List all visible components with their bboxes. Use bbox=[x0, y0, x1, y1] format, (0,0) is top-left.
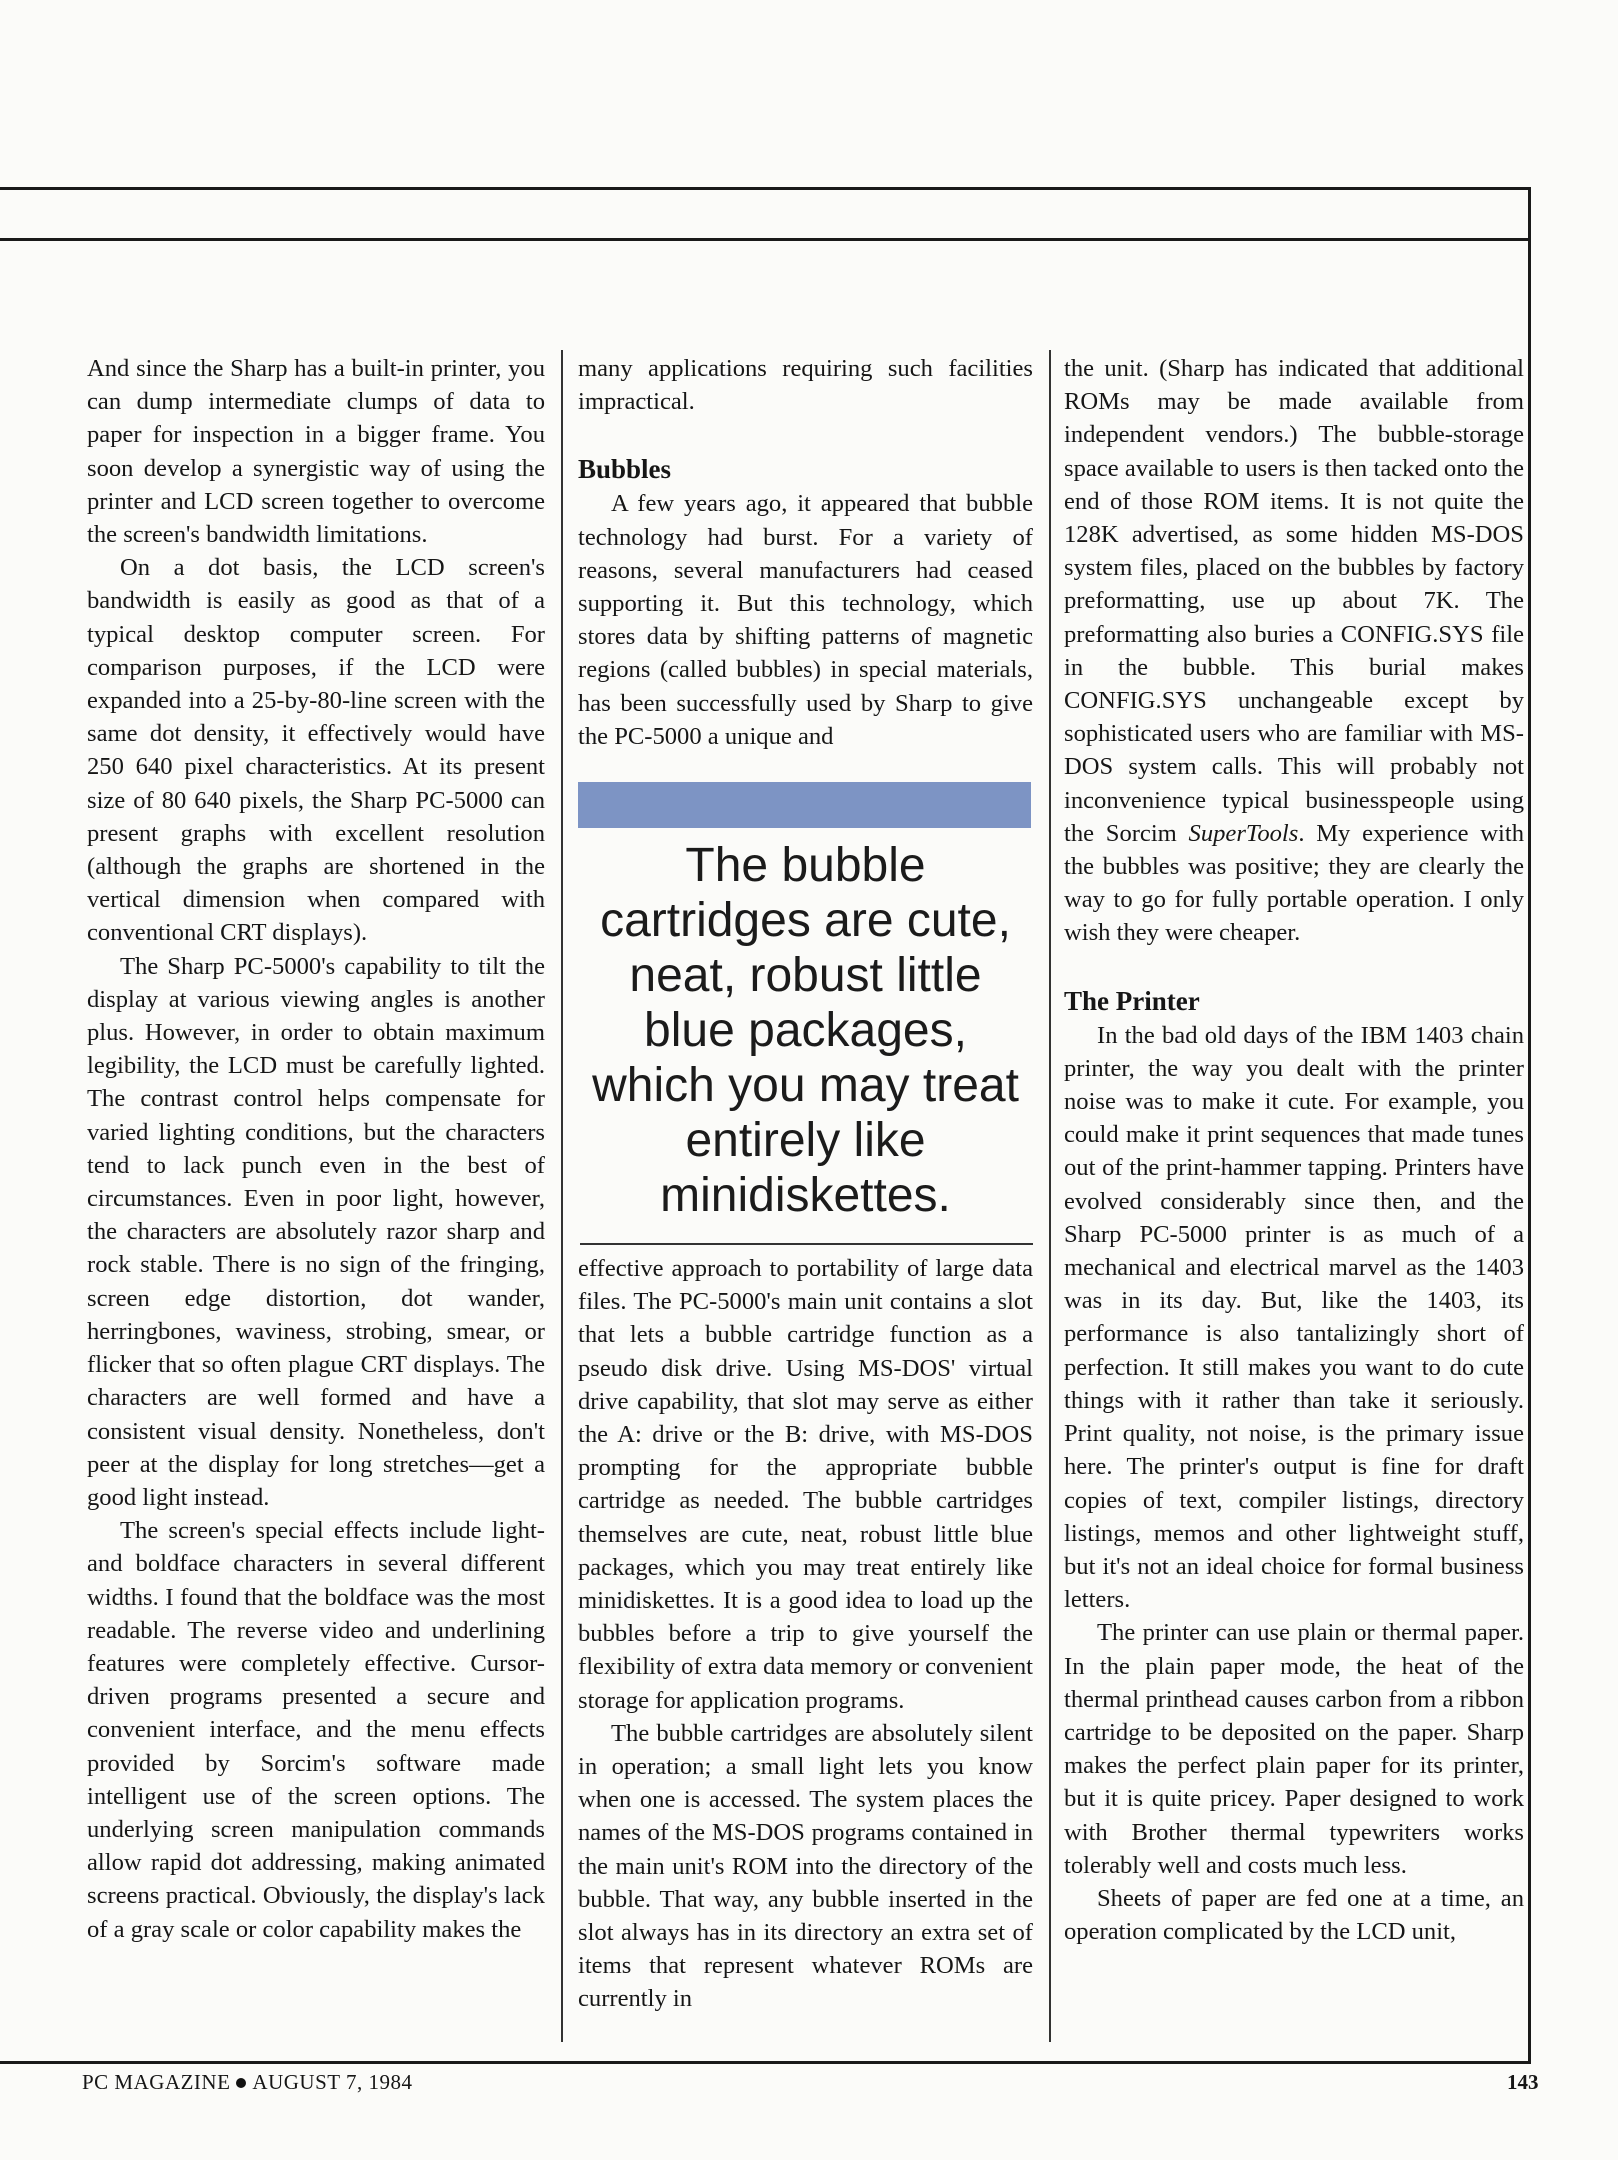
paragraph: effective approach to portability of large data files. The PC-5000's main unit contains a slot that lets a bubble cartridge function as a pseudo disk drive. Using MS-DOS' virtual drive capability, that slot may serve as either the A: drive or the B: drive, with MS-DOS prompting for the appropriate bubble cartridge as needed. The bubble cartridges themselves are cute, neat, robust little blue packages, which you may treat entirely like minidiskettes. It is a good idea to load up the bubbles before a trip to give yourself the flexibility of extra data memory or convenient storage for application programs. bbox=[578, 1255, 1033, 1714]
bullet-icon bbox=[236, 2078, 246, 2088]
pullquote-color-bar bbox=[578, 782, 1031, 828]
paragraph: many applications requiring such facilities impractical. bbox=[578, 355, 1033, 416]
page-number: 143 bbox=[1507, 2070, 1539, 2094]
article-column-3 bbox=[1064, 352, 1524, 2052]
paragraph: The Sharp PC-5000's capability to tilt the display at various viewing angles is another plus. However, in order to obtain maximum legibility, the LCD must be carefully lighted. The contrast control helps compensate for varied lighting conditions, but the characters tend to lack punch even in the best of circumstances. Even in poor light, however, the characters are absolutely razor sharp and rock stable. There is no sign of the fringing, screen edge distortion, dot wander, herringbones, waviness, strobing, smear, or flicker that so often plague CRT displays. The characters are well formed and have a consistent visual density. Nonetheless, don't peer at the display for long stretches—get a good light instead. bbox=[87, 952, 545, 1511]
section-heading-bubbles: Bubbles bbox=[578, 454, 672, 485]
paragraph: In the bad old days of the IBM 1403 chain printer, the way you dealt with the printer noise was to make it cute. For example, you could make it print sequences that made tunes out of the print-hammer tapping. Printers have evolved considerably since then, and the Sharp PC-5000 printer is as much of a mechanical and electrical marvel as the 1403 was in its day. But, like the 1403, its performance is also tantalizingly short of perfection. It still makes you want to do cute things with it rather than take it seriously. Print quality, not noise, is the primary issue here. The printer's output is fine for draft copies of text, compiler listings, directory listings, memos and other lightweight stuff, but it's not an ideal choice for formal business letters. bbox=[1064, 1021, 1524, 1614]
paragraph: The bubble cartridges are absolutely silent in operation; a small light lets you know when one is accessed. The system places the names of the MS-DOS programs contained in the main unit's ROM into the directory of the bubble. That way, any bubble inserted in the slot always has in its directory an extra set of items that represent whatever ROMs are currently in bbox=[578, 1719, 1033, 2013]
paragraph: And since the Sharp has a built-in printer, you can dump intermediate clumps of data to paper for inspection in a bigger frame. You soon develop a synergistic way of using the printer and LCD screen together to overcome the screen's bandwidth limitations. bbox=[87, 355, 545, 549]
pullquote: The bubble cartridges are cute, neat, robust little blue packages, which you may treat entirely like minidiskettes. bbox=[592, 839, 1019, 1222]
paragraph: A few years ago, it appeared that bubble technology had burst. For a variety of reasons, several manufacturers had ceased supporting it. But this technology, which stores data by shifting patterns of magnetic regions (called bubbles) in special materials, has been successfully used by Sharp to give the PC-5000 a unique and bbox=[578, 490, 1033, 750]
paragraph: The printer can use plain or thermal paper. In the plain paper mode, the heat of the thermal printhead causes carbon from a ribbon cartridge to be deposited on the paper. Sharp makes the perfect plain paper for its printer, but it is quite pricey. Paper designed to work with Brother thermal typewriters works tolerably well and costs much less. bbox=[1064, 1619, 1524, 1879]
footer-publication: PC MAGAZINE AUGUST 7, 1984 bbox=[82, 2070, 413, 2094]
section-heading-printer: The Printer bbox=[1064, 985, 1200, 1016]
paragraph: the unit. (Sharp has indicated that additional ROMs may be made available from independent vendors.) The bubble-storage space available to users is then tacked onto the end of those ROM items. It is not quite the 128K advertised, as some hidden MS-DOS system files, placed on the bubbles by factory preformatting, use up about 7K. The preformatting also buries a CONFIG.SYS file in the bubble. This burial makes CONFIG.SYS unchangeable except by sophisticated users who are familiar with MS-DOS system calls. This will probably not inconvenience typical businesspeople using the Sorcim SuperTools. My experience with the bubbles was positive; they are clearly the way to go for fully portable operation. I only wish they were cheaper. bbox=[1064, 355, 1524, 947]
paragraph: Sheets of paper are fed one at a time, an operation complicated by the LCD unit, bbox=[1064, 1884, 1524, 1946]
article-column-1 bbox=[87, 352, 545, 2052]
header-rule bbox=[0, 238, 1531, 241]
column-rule bbox=[1049, 350, 1051, 2042]
article-column-2-bottom bbox=[578, 1252, 1033, 2052]
paragraph: On a dot basis, the LCD screen's bandwidth is easily as good as that of a typical desktop computer screen. For comparison purposes, if the LCD were expanded into a 25-by-80-line screen with the same dot density, it effectively would have 250 640 pixel characteristics. At its present size of 80 640 pixels, the Sharp PC-5000 can present graphs with excellent resolution (although the graphs are shortened in the vertical dimension when compared with conventional CRT displays). bbox=[87, 554, 545, 947]
pullquote-rule bbox=[580, 1243, 1033, 1245]
paragraph: The screen's special effects include light- and boldface characters in several different widths. I found that the boldface was the most readable. The reverse video and underlining features were completely effective. Cursor-driven programs presented a secure and convenient interface, and the menu effects provided by Sorcim's software made intelligent use of the screen options. The underlying screen manipulation commands allow rapid dot addressing, making animated screens practical. Obviously, the display's lack of a gray scale or color capability makes the bbox=[87, 1517, 545, 1943]
column-rule bbox=[561, 350, 563, 2042]
article-column-2-top bbox=[578, 352, 1033, 772]
